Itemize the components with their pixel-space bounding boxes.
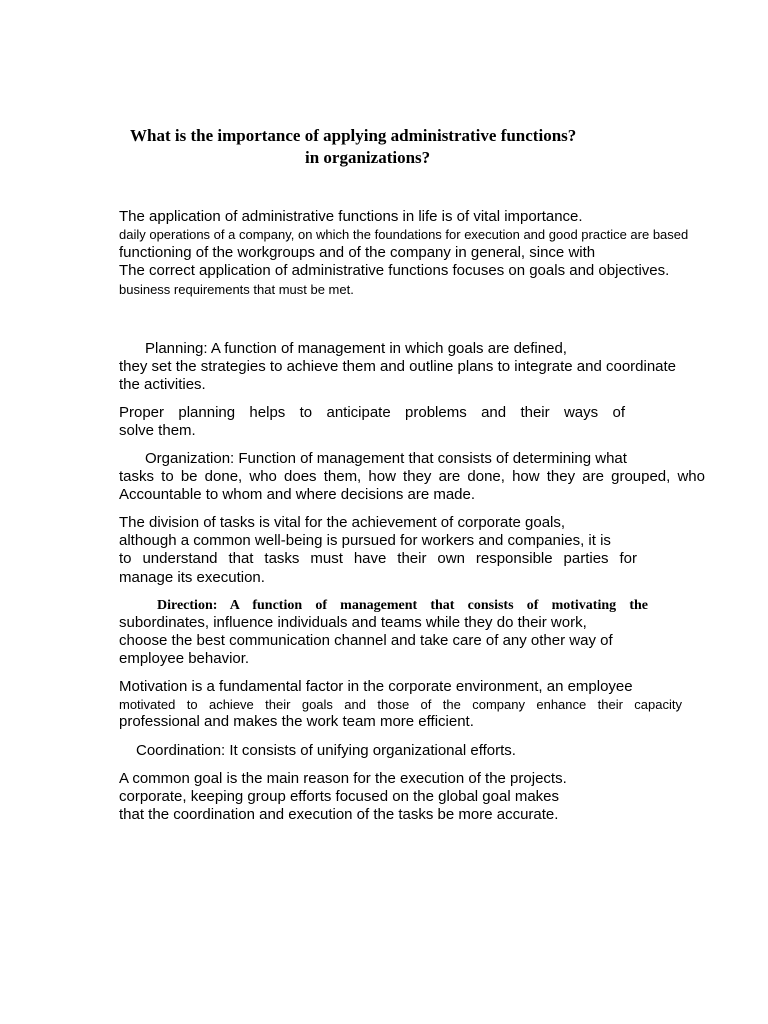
intro-line: daily operations of a company, on which the foundations for execution and good practice are based bbox=[119, 227, 689, 242]
organization-line: Organization: Function of management that consists of determining what bbox=[145, 450, 627, 467]
intro-line: The correct application of administrative functions focuses on goals and objectives. bbox=[119, 262, 670, 279]
document-title-line-2: in organizations? bbox=[305, 148, 431, 167]
organization-line: tasks to be done, who does them, how they are done, how they are grouped, who bbox=[119, 468, 705, 485]
planning-line: Planning: A function of management in which goals are defined, bbox=[145, 340, 567, 357]
coordination-note-line: corporate, keeping group efforts focused on the global goal makes bbox=[119, 788, 560, 805]
intro-line: functioning of the workgroups and of the company in general, since with bbox=[119, 244, 596, 261]
planning-line: they set the strategies to achieve them and outline plans to integrate and coordinate bbox=[119, 358, 677, 375]
document-title-line-1: What is the importance of applying administrative functions? bbox=[130, 126, 577, 145]
coordination-note-line: that the coordination and execution of the tasks be more accurate. bbox=[119, 806, 559, 823]
organization-note-line: to understand that tasks must have their own responsible parties for bbox=[119, 550, 637, 567]
direction-note-line: motivated to achieve their goals and those of the company enhance their capacity bbox=[119, 697, 682, 712]
organization-note-line: The division of tasks is vital for the achievement of corporate goals, bbox=[119, 514, 566, 531]
direction-line: choose the best communication channel and take care of any other way of bbox=[119, 632, 613, 649]
organization-note-line: although a common well-being is pursued for workers and companies, it is bbox=[119, 532, 611, 549]
organization-note-line: manage its execution. bbox=[119, 569, 265, 586]
organization-line: Accountable to whom and where decisions are made. bbox=[119, 486, 476, 503]
direction-line: subordinates, influence individuals and teams while they do their work, bbox=[119, 614, 587, 631]
planning-note-line: Proper planning helps to anticipate problems and their ways of bbox=[119, 404, 625, 421]
direction-note-line: professional and makes the work team more efficient. bbox=[119, 713, 474, 730]
planning-line: the activities. bbox=[119, 376, 206, 393]
direction-note-line: Motivation is a fundamental factor in the corporate environment, an employee bbox=[119, 678, 633, 695]
planning-note-line: solve them. bbox=[119, 422, 196, 439]
coordination-line: Coordination: It consists of unifying organizational efforts. bbox=[136, 742, 516, 759]
direction-line: employee behavior. bbox=[119, 650, 250, 667]
intro-line: The application of administrative functions in life is of vital importance. bbox=[119, 208, 583, 225]
direction-line: Direction: A function of management that consists of motivating the bbox=[157, 598, 648, 613]
intro-line: business requirements that must be met. bbox=[119, 282, 354, 297]
coordination-note-line: A common goal is the main reason for the execution of the projects. bbox=[119, 770, 567, 787]
